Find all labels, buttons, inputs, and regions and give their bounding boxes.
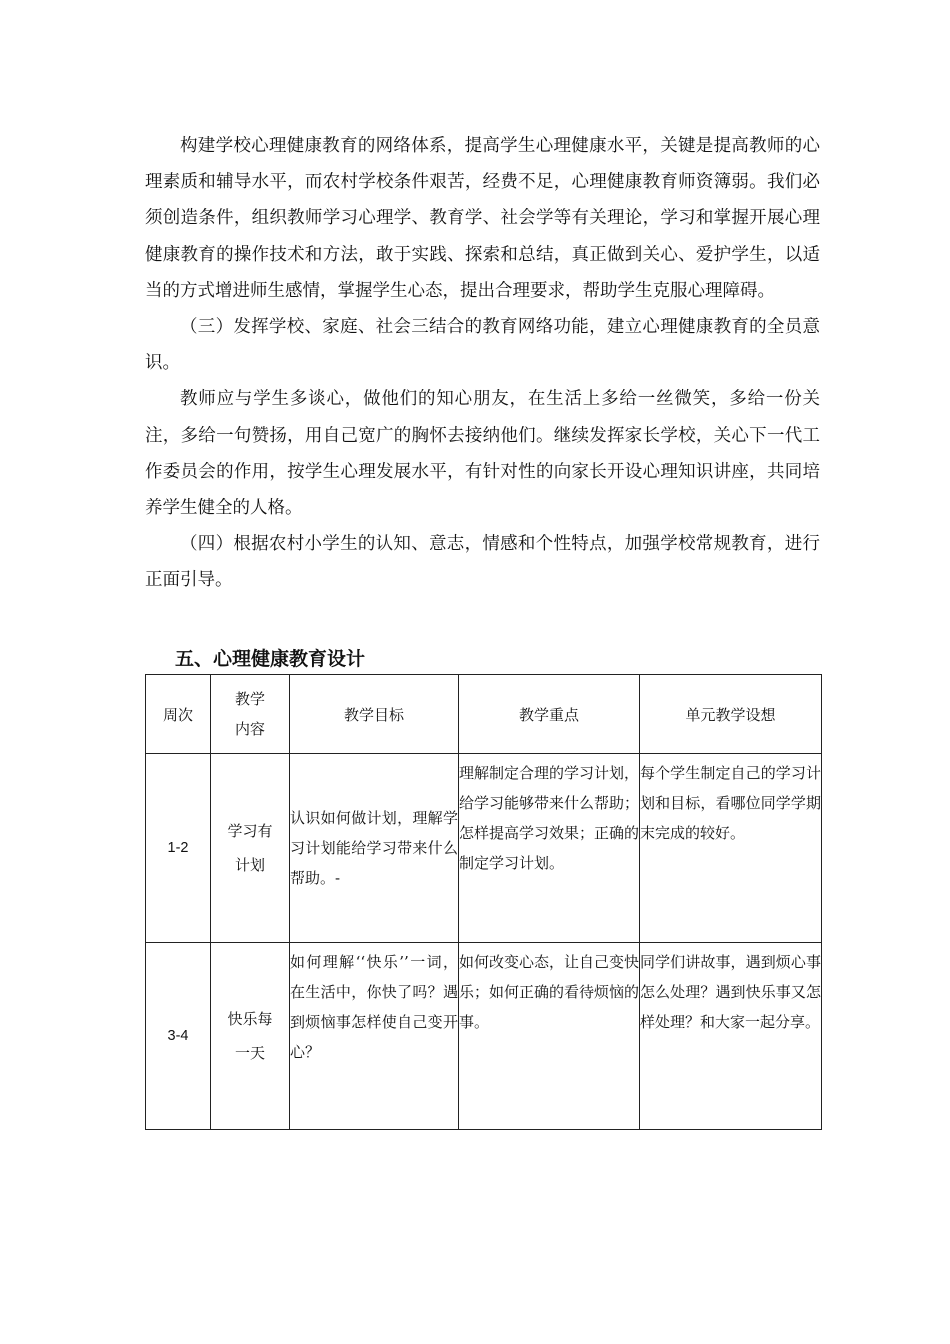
row-week: 3-4 xyxy=(146,943,211,1130)
header-design: 单元教学设想 xyxy=(640,675,822,754)
header-week: 周次 xyxy=(146,675,211,754)
paragraph-teacher-student: 教师应与学生多谈心，做他们的知心朋友，在生活上多给一丝微笑，多给一份关注，多给一句赞扬，用自己宽广的胸怀去接纳他们。继续发挥家长学校，关心下一代工作委员会的作用，按学生心理发展水平，有针对性的向家长开设心理知识讲座，共同培养学生健全的人格。 xyxy=(145,389,820,519)
paragraph-section-three: （三）发挥学校、家庭、社会三结合的教育网络功能，建立心理健康教育的全员意识。 xyxy=(145,317,820,374)
paragraph-teacher-quality: 构建学校心理健康教育的网络体系，提高学生心理健康水平，关键是提高教师的心理素质和辅导水平，而农村学校条件艰苦，经费不足，心理健康教育师资簿弱。我们必须创造条件，组织教师学习心理学、教育学、社会学等有关理论，学习和掌握开展心理健康教育的操作技术和方法，敢于实践、探索和总结，真正做到关心、爱护学生，以适当的方式增进师生感情，掌握学生心态，提出合理要求，帮助学生克服心理障碍。 xyxy=(145,136,820,301)
header-focus: 教学重点 xyxy=(459,675,640,754)
header-goal: 教学目标 xyxy=(290,675,459,754)
header-content xyxy=(211,675,290,754)
paragraph-section-four: （四）根据农村小学生的认知、意志，情感和个性特点，加强学校常规教育，进行正面引导。 xyxy=(145,534,820,591)
row-focus: 如何改变心态，让自己变快乐；如何正确的看待烦恼的事。 xyxy=(459,943,640,1130)
table-header-row xyxy=(146,675,822,754)
row-content-line2: 计划 xyxy=(234,856,265,874)
section-heading: 五、心理健康教育设计 xyxy=(175,648,366,670)
row-design: 每个学生制定自己的学习计划和目标，看哪位同学学期末完成的较好。 xyxy=(640,754,822,943)
row-content xyxy=(211,754,290,943)
row-goal: 如何理解‘‘快乐’’一词，在生活中，你快了吗？遇到烦恼事怎样使自己变开心？ xyxy=(290,943,459,1130)
education-plan-table xyxy=(145,674,822,1130)
table-row xyxy=(146,754,822,943)
row-focus: 理解制定合理的学习计划，给学习能够带来什么帮助；怎样提高学习效果；正确的制定学习计划。 xyxy=(459,754,640,943)
body-text xyxy=(145,128,820,599)
row-content-line1: 学习有 xyxy=(227,822,273,840)
row-week: 1-2 xyxy=(146,754,211,943)
table-row xyxy=(146,943,822,1130)
header-content-line1: 教学 xyxy=(234,690,265,708)
row-content-line2: 一天 xyxy=(234,1044,265,1062)
row-goal: 认识如何做计划，理解学习计划能给学习带来什么帮助。- xyxy=(290,754,459,943)
header-content-line2: 内容 xyxy=(234,720,265,738)
row-content-line1: 快乐每 xyxy=(227,1010,273,1028)
row-design: 同学们讲故事，遇到烦心事怎么处理？遇到快乐事又怎样处理？和大家一起分享。 xyxy=(640,943,822,1130)
row-content xyxy=(211,943,290,1130)
